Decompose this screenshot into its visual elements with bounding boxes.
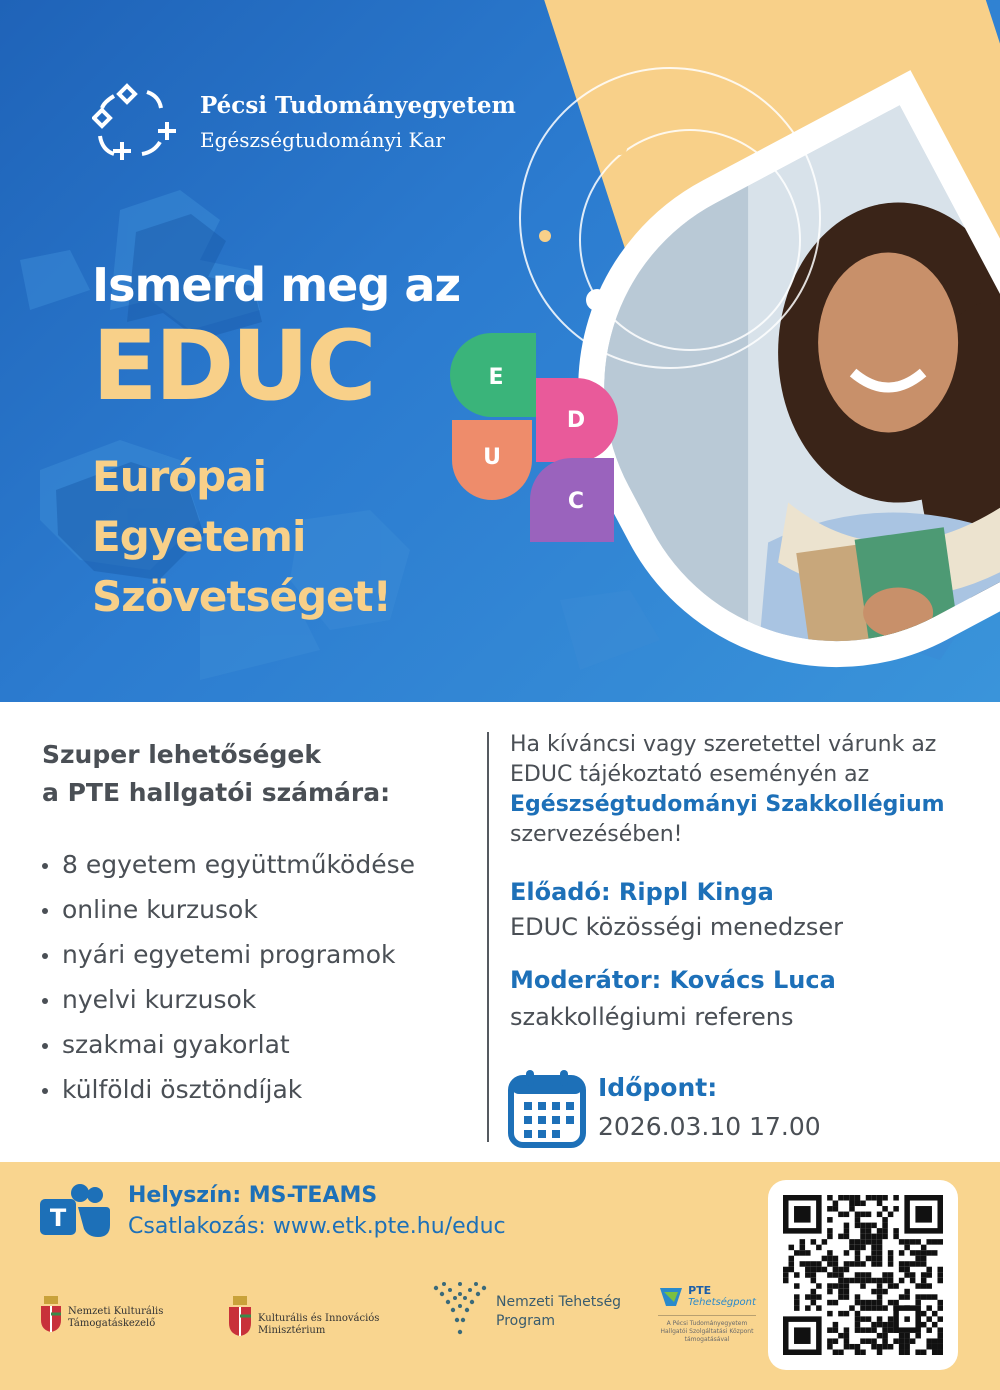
calendar-icon <box>508 1068 586 1148</box>
moderator-role: szakkollégiumi referens <box>510 1003 794 1031</box>
bullet-icon <box>42 998 48 1004</box>
educ-logo <box>450 330 620 545</box>
list-item: 8 egyetem együttműködése <box>42 842 415 887</box>
venue-label: Helyszín: MS-TEAMS <box>128 1183 378 1208</box>
educ-logo-u: U <box>483 445 501 470</box>
bullet-icon <box>42 1088 48 1094</box>
speaker-role: EDUC közösségi menedzser <box>510 913 843 941</box>
pte-etk-logo-icon <box>92 82 182 164</box>
benefits-title-line-2: a PTE hallgatói számára: <box>42 778 391 807</box>
benefits-list <box>42 842 415 1112</box>
qr-code-icon[interactable] <box>768 1180 958 1370</box>
date-value: 2026.03.10 17.00 <box>598 1112 821 1141</box>
benefits-title-line-1: Szuper lehetőségek <box>42 740 321 769</box>
join-link[interactable]: Csatlakozás: www.etk.pte.hu/educ <box>128 1214 506 1239</box>
sponsor-ntp: Nemzeti Tehetség Program <box>496 1294 622 1329</box>
educ-title: EDUC <box>92 310 374 422</box>
sponsor-nkta: Nemzeti Kulturális Támogatáskezelő <box>68 1306 164 1329</box>
qr-code-pattern <box>783 1195 943 1355</box>
educ-logo-c: C <box>567 489 585 514</box>
organizer-name: Egészségtudományi Szakkollégium <box>510 792 945 817</box>
bullet-icon <box>42 1043 48 1049</box>
sponsor-kim: Kulturális és Innovációs Minisztérium <box>258 1313 380 1336</box>
list-item: online kurzusok <box>42 887 415 932</box>
speaker-label: Előadó: Rippl Kinga <box>510 878 774 906</box>
intro-line-4: szervezésében! <box>510 822 683 847</box>
educ-logo-d: D <box>566 408 586 433</box>
column-divider <box>487 732 489 1142</box>
moderator-label: Moderátor: Kovács Luca <box>510 966 836 994</box>
nemzeti-tehetseg-program-logo-icon <box>430 1280 490 1344</box>
svg-text:T: T <box>49 1204 67 1232</box>
educ-logo-e: E <box>488 365 504 390</box>
subtitle-line-1: Európai <box>92 452 266 501</box>
list-item: külföldi ösztöndíjak <box>42 1067 415 1112</box>
pte-tehetsegpont-logo-icon <box>658 1286 684 1308</box>
intro-line-2: EDUC tájékoztató eseményén az <box>510 762 870 787</box>
list-item: szakmai gyakorlat <box>42 1022 415 1067</box>
benefits-title <box>42 736 390 812</box>
bullet-icon <box>42 863 48 869</box>
intro-line-1: Ha kíváncsi vagy szeretettel várunk az <box>510 732 937 757</box>
bullet-icon <box>42 953 48 959</box>
date-label: Időpont: <box>598 1073 718 1102</box>
faculty-name: Egészségtudományi Kar <box>200 128 445 152</box>
hungarian-coat-of-arms-icon <box>40 1296 62 1332</box>
ms-teams-icon <box>40 1183 112 1243</box>
headline: Ismerd meg az <box>92 258 461 312</box>
list-item: nyelvi kurzusok <box>42 977 415 1022</box>
sponsor-pte-tehetsegpont: PTE Tehetségpont A Pécsi Tudományegyetem Hallgatói Szolgáltatási Központ támogatásával <box>652 1285 762 1344</box>
university-name: Pécsi Tudományegyetem <box>200 92 516 119</box>
subtitle-line-3: Szövetséget! <box>92 572 391 621</box>
subtitle-line-2: Egyetemi <box>92 512 306 561</box>
list-item: nyári egyetemi programok <box>42 932 415 977</box>
bullet-icon <box>42 908 48 914</box>
hungarian-coat-of-arms-icon <box>228 1296 252 1336</box>
